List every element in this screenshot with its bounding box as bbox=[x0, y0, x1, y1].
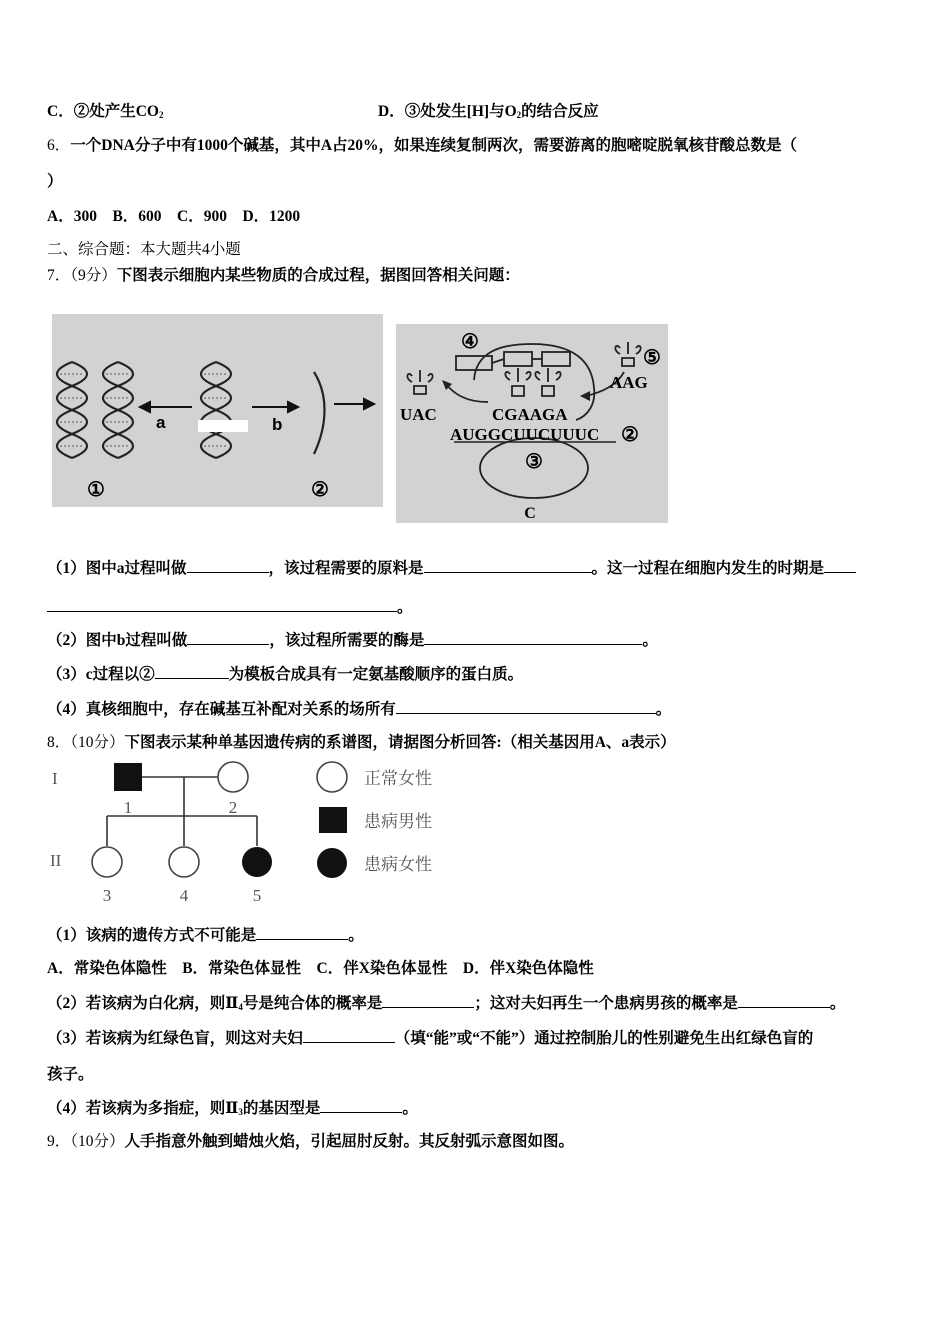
q7-sub1: （1）图中a过程叫做 ，该过程需要的原料是 。这一过程在细胞内发生的时期是 bbox=[47, 558, 856, 579]
q7-sub4: （4）真核细胞中，存在碱基互补配对关系的场所有 。 bbox=[47, 701, 672, 718]
q8-sub1-options: A．常染色体隐性 B．常染色体显性 C．伴X染色体显性 D．伴X染色体隐性 bbox=[47, 960, 594, 977]
individual-5-number: 5 bbox=[252, 886, 262, 905]
q5-option-c: C．②处产生$CO_2$ bbox=[47, 103, 164, 120]
individual-1-affected-male bbox=[114, 763, 142, 791]
generation-2-label: II bbox=[50, 851, 62, 870]
individual-4-normal-female bbox=[169, 847, 199, 877]
generation-1-label: I bbox=[52, 769, 58, 788]
q7-sub3: （3）c过程以② 为模板合成具有一定氨基酸顺序的蛋白质。 bbox=[47, 666, 524, 683]
dna-replication-figure bbox=[52, 314, 383, 507]
q8-sub3: （3）若该病为红绿色盲，则这对夫妇 （填“能”或“不能”）通过控制胎儿的性别避免生出红绿色盲的 bbox=[47, 1030, 814, 1047]
mrna-mark: ② bbox=[621, 424, 639, 446]
q6-stem: 6．一个DNA分子中有1000个碱基，其中A占20%，如果连续复制两次，需要游离的胞嘧啶脱氧核苷酸总数是（ bbox=[47, 137, 798, 154]
label-2: ② bbox=[311, 479, 329, 501]
individual-2-normal-female bbox=[218, 762, 248, 792]
q6-close: ） bbox=[47, 173, 63, 190]
label-4: ④ bbox=[461, 331, 479, 353]
trna-sequence: CGAAGA bbox=[492, 405, 568, 424]
q8-stem: 8．（10分）下图表示某种单基因遗传病的系谱图，请据图分析回答:（相关基因用A、a表示） bbox=[47, 734, 676, 751]
section-2-heading: 二、综合题：本大题共4小题 bbox=[47, 241, 241, 258]
individual-1-number: 1 bbox=[123, 798, 133, 817]
q8-sub3-cont: 孩子。 bbox=[47, 1066, 94, 1083]
q7-stem: 7．（9分）下图表示细胞内某些物质的合成过程，据图回答相关问题： bbox=[47, 267, 520, 284]
legend-affected-male-symbol bbox=[319, 807, 347, 833]
individual-5-affected-female bbox=[242, 847, 272, 877]
q8-sub2: （2）若该病为白化病，则$Ⅱ_4$号是纯合体的概率是 ；这对夫妇再生一个患病男孩的概率是 。 bbox=[47, 995, 846, 1012]
anticodon-right: AAG bbox=[610, 373, 648, 392]
legend-normal-female-symbol bbox=[317, 762, 347, 792]
mrna-sequence: AUGGCUUCUUUC bbox=[450, 425, 600, 444]
q7-sub1-cont: 。 bbox=[47, 597, 413, 618]
ribosome-mark: ③ bbox=[525, 451, 543, 473]
q5-option-d: D．③处发生[H]与$O_2$的结合反应 bbox=[378, 103, 599, 120]
translation-figure bbox=[396, 324, 668, 523]
legend-affected-female: 患病女性 bbox=[364, 855, 432, 874]
label-5: ⑤ bbox=[643, 347, 661, 369]
individual-2-number: 2 bbox=[228, 798, 238, 817]
legend-affected-female-symbol bbox=[317, 848, 347, 878]
legend-normal-female: 正常女性 bbox=[364, 769, 432, 788]
legend-affected-male: 患病男性 bbox=[364, 812, 432, 831]
q9-stem: 9．（10分）人手指意外触到蜡烛火焰，引起屈肘反射。其反射弧示意图如图。 bbox=[47, 1133, 575, 1150]
individual-4-number: 4 bbox=[179, 886, 189, 905]
q7-sub2: （2）图中b过程叫做 ，该过程所需要的酶是 。 bbox=[47, 632, 658, 649]
q8-sub4: （4）若该病为多指症，则$Ⅱ_3$的基因型是 。 bbox=[47, 1100, 418, 1117]
individual-3-normal-female bbox=[92, 847, 122, 877]
q8-sub1: （1）该病的遗传方式不可能是 。 bbox=[47, 927, 364, 944]
individual-3-number: 3 bbox=[102, 886, 112, 905]
label-c: C bbox=[524, 505, 536, 522]
pedigree-chart bbox=[44, 758, 464, 908]
q6-options: A．300 B．600 C．900 D．1200 bbox=[47, 208, 301, 225]
label-a: a bbox=[156, 413, 166, 432]
anticodon-left: UAC bbox=[400, 405, 437, 424]
label-b: b bbox=[272, 415, 283, 434]
label-1: ① bbox=[87, 479, 105, 501]
